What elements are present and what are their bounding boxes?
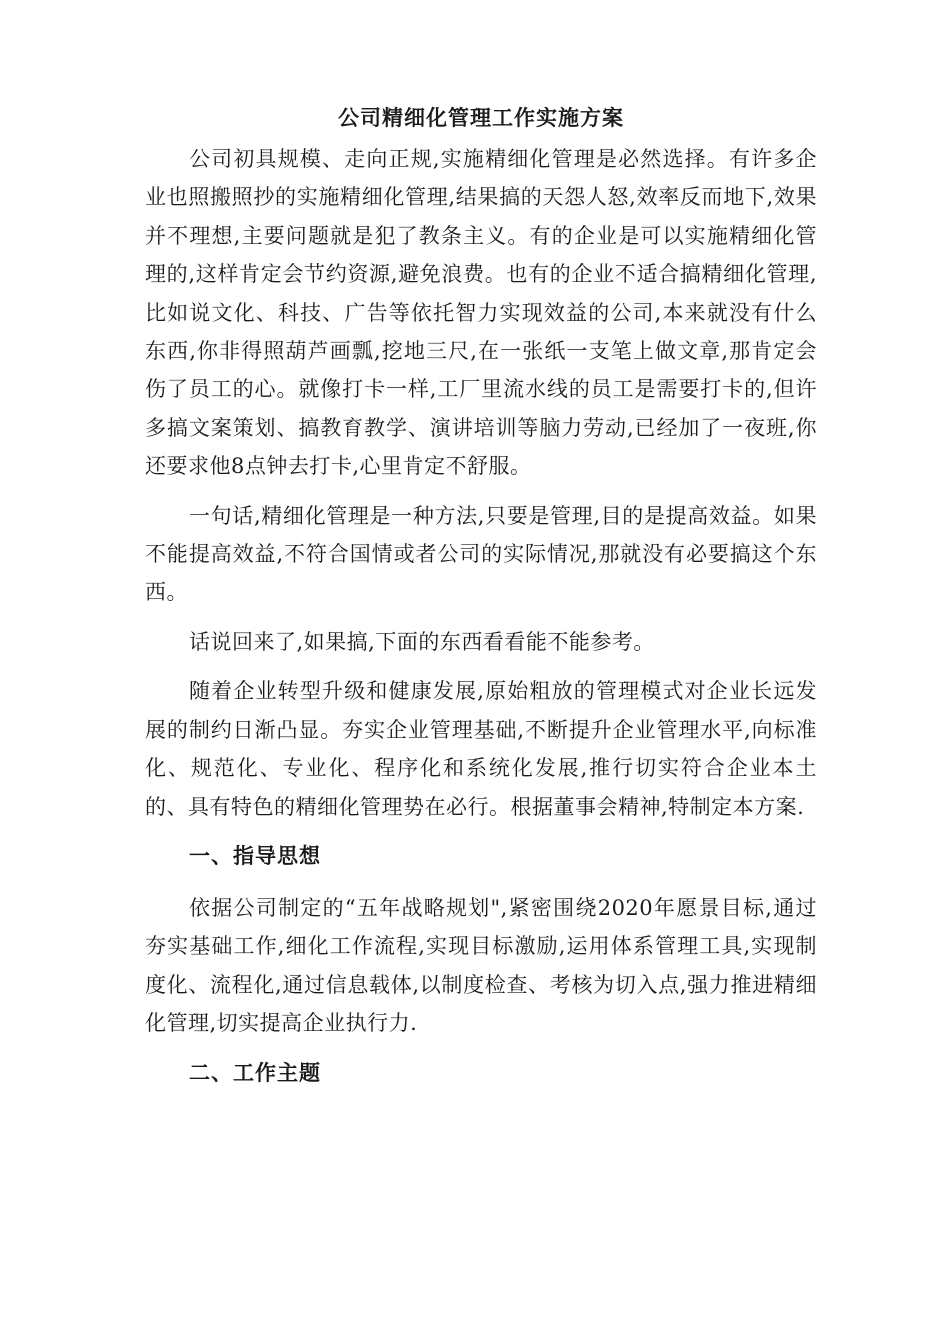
paragraph-guiding-ideology: 依据公司制定的“五年战略规划",紧密围绕2020年愿景目标,通过夯实基础工作,细化工作流程,实现目标激励,运用体系管理工具,实现制度化、流程化,通过信息载体,以制度检查、考核为切入点,强力推进精细化管理,切实提高企业执行力. — [145, 895, 817, 1036]
section-heading-guiding-ideology: 一、指导思想 — [189, 842, 321, 868]
paragraph-summary: 一句话,精细化管理是一种方法,只要是管理,目的是提高效益。如果不能提高效益,不符合国情或者公司的实际情况,那就没有必要搞这个东西。 — [145, 503, 817, 605]
paragraph-background: 随着企业转型升级和健康发展,原始粗放的管理模式对企业长远发展的制约日渐凸显。夯实企业管理基础,不断提升企业管理水平,向标准化、规范化、专业化、程序化和系统化发展,推行切实符合企业本土的、具有特色的精细化管理势在必行。根据董事会精神,特制定本方案. — [145, 679, 817, 819]
section-heading-work-theme: 二、工作主题 — [189, 1059, 321, 1085]
document-page — [145, 102, 817, 1106]
paragraph-intro: 公司初具规模、走向正规,实施精细化管理是必然选择。有许多企业也照搬照抄的实施精细化管理,结果搞的天怨人怒,效率反而地下,效果并不理想,主要问题就是犯了教条主义。有的企业是可以实施精细化管理的,这样肯定会节约资源,避免浪费。也有的企业不适合搞精细化管理,比如说文化、科技、广告等依托智力实现效益的公司,本来就没有什么东西,你非得照葫芦画瓢,挖地三尺,在一张纸一支笔上做文章,那肯定会伤了员工的心。就像打卡一样,工厂里流水线的员工是需要打卡的,但许多搞文案策划、搞教育教学、演讲培训等脑力劳动,已经加了一夜班,你还要求他8点钟去打卡,心里肯定不舒服。 — [145, 147, 817, 479]
paragraph-transition: 话说回来了,如果搞,下面的东西看看能不能参考。 — [189, 629, 655, 654]
document-title: 公司精细化管理工作实施方案 — [338, 105, 624, 130]
